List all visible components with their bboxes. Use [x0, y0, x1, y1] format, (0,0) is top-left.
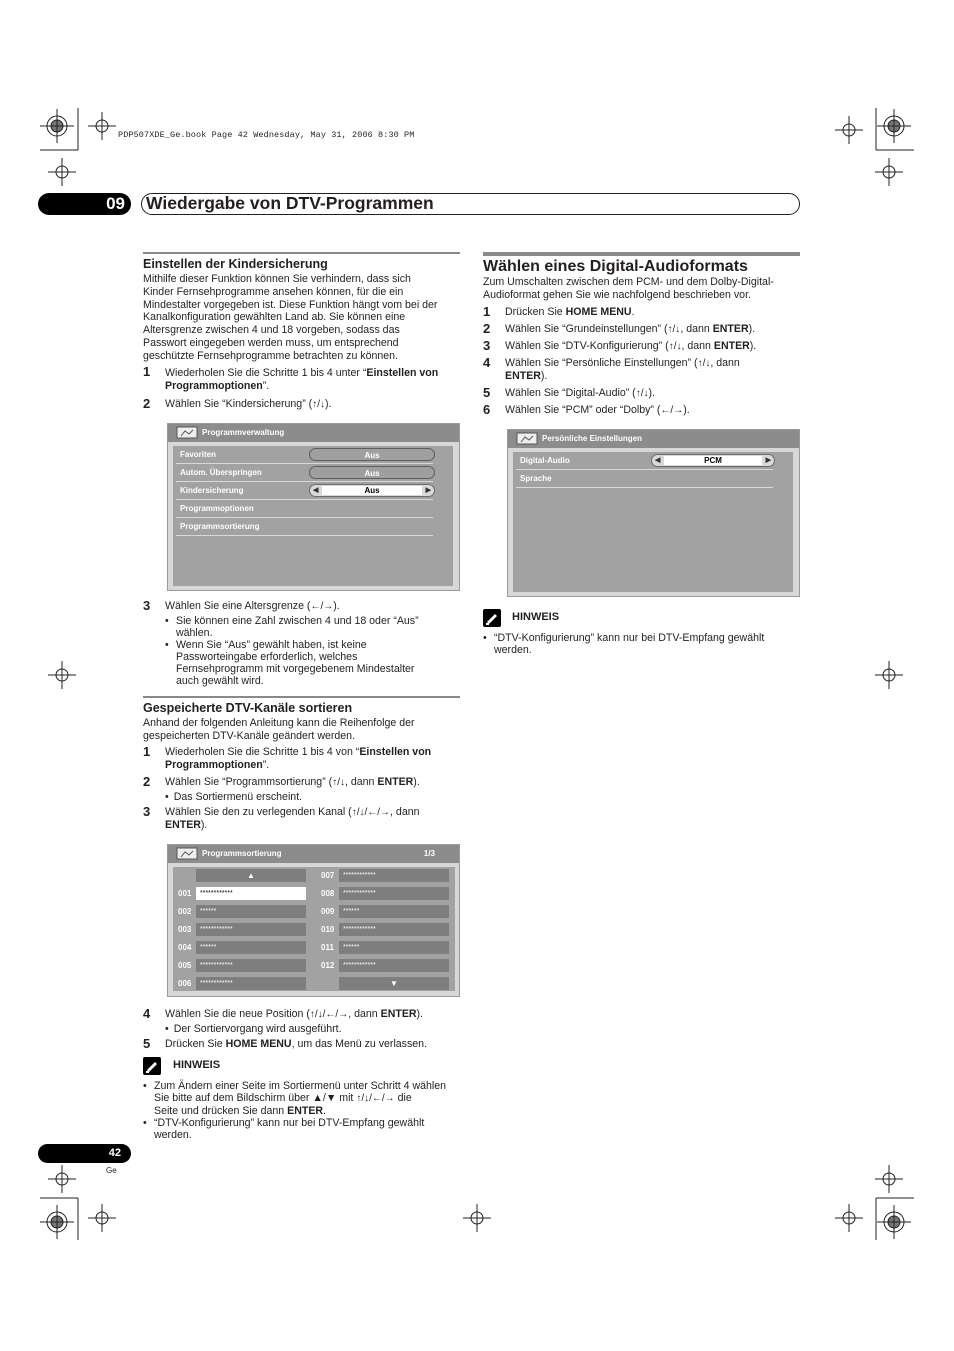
- osd-row-sprache: Sprache: [516, 470, 773, 488]
- channel-cell: ************: [339, 959, 449, 972]
- step-number: 6: [483, 402, 491, 417]
- osd-row-favoriten: Favoriten: [176, 446, 433, 464]
- section-heading-kindersicherung: Einstellen der Kindersicherung: [143, 257, 328, 271]
- channel-cell: ************: [339, 869, 449, 882]
- note-title: HINWEIS: [512, 611, 560, 623]
- step-number: 3: [143, 804, 151, 819]
- chapter-number: 09: [38, 193, 131, 215]
- step-number: 1: [143, 364, 151, 379]
- up-down-arrows-icon: ↑/↓: [635, 388, 649, 399]
- step-text: Wählen Sie “Kindersicherung” (↑/↓).: [165, 398, 332, 410]
- osd-persoenliche-einstellungen: [507, 429, 800, 597]
- value-pill: Aus: [309, 448, 435, 461]
- left-arrow-icon: ◀: [655, 457, 661, 464]
- channel-cell: ******: [196, 905, 306, 918]
- left-right-arrows-icon: ←/→: [310, 601, 334, 612]
- step-number: 3: [483, 338, 491, 353]
- section-rule: [143, 696, 460, 698]
- note-list: • Zum Ändern einer Seite im Sortiermenü unter Schritt 4 wählen Sie bitte auf dem Bildschirm über ▲/▼ mit ↑/↓/←/→ die Seite und drücken Sie dann ENTER. • “DTV-Konfigurierung” kann nur bei DTV-Empfang gewählt werden.: [143, 1080, 447, 1141]
- page-indicator: 1/3: [423, 849, 435, 858]
- four-arrows-icon: ↑/↓/←/→: [356, 1093, 395, 1104]
- step-text: Wählen Sie “Digital-Audio” (↑/↓).: [505, 387, 655, 399]
- left-right-arrows-icon: ←/→: [660, 405, 684, 416]
- osd-row-programmsortierung: Programmsortierung: [176, 518, 433, 536]
- note-title: HINWEIS: [173, 1059, 221, 1071]
- step-number: 1: [143, 744, 151, 759]
- note-list: • “DTV-Konfigurierung” kann nur bei DTV-Empfang gewählt werden.: [483, 632, 765, 656]
- step-number: 3: [143, 598, 151, 613]
- kindersicherung-intro: Mithilfe dieser Funktion können Sie verhindern, dass sich Kinder Fernsehprogramme ansehen können, für die ein Mindestalter vorgegeben ist. Diese Funktion hängt vom bei der Kanalkonfiguration gewählten Land ab. Sie können eine Altersgrenze zwischen 4 und 18 vorgeben, sodass das Passwort eingegeben werden muss, um entsprechend geschützte Fernsehprogramme betrachten zu können.: [143, 273, 438, 362]
- step-text: Drücken Sie HOME MENU, um das Menü zu verlassen.: [165, 1038, 428, 1050]
- page-number: 42: [38, 1144, 131, 1163]
- step-number: 5: [483, 385, 491, 400]
- step-text: Wählen Sie “Persönliche Einstellungen” (↑/↓, dann ENTER).: [505, 357, 740, 382]
- section-heading-digital-audio: Wählen eines Digital-Audioformats: [483, 258, 748, 275]
- step-text: Drücken Sie HOME MENU.: [505, 306, 635, 318]
- channel-cell: ******: [339, 905, 449, 918]
- osd-row-digital-audio: Digital-Audio: [516, 452, 773, 470]
- osd-title: Persönliche Einstellungen: [508, 430, 799, 448]
- tv-menu-icon: [176, 846, 198, 860]
- tv-menu-icon: [176, 425, 198, 439]
- section-rule: [143, 252, 460, 254]
- section-heading-sortieren: Gespeicherte DTV-Kanäle sortieren: [143, 701, 353, 715]
- note-icon: [143, 1057, 161, 1075]
- up-down-arrows-icon: ↑/↓: [332, 777, 345, 788]
- step-text: Wählen Sie eine Altersgrenze (←/→).: [165, 600, 340, 612]
- scroll-up-icon: ▲: [196, 869, 306, 882]
- value-selector: ◀ ▶ Aus: [309, 484, 435, 497]
- step-text: Wählen Sie “Programmsortierung” (↑/↓, dann ENTER).: [165, 776, 420, 788]
- channel-cell: ************: [196, 923, 306, 936]
- scroll-down-icon: ▼: [339, 977, 449, 990]
- step-text: Wählen Sie den zu verlegenden Kanal (↑/↓/←/→, dann ENTER).: [165, 806, 420, 831]
- sortieren-intro: Anhand der folgenden Anleitung kann die Reihenfolge der gespeicherten DTV-Kanäle geändert werden.: [143, 717, 415, 742]
- osd-title: Programmverwaltung: [168, 424, 459, 442]
- four-arrows-icon: ↑/↓/←/→: [351, 807, 391, 818]
- channel-cell: ************: [196, 959, 306, 972]
- bullet-list: • Sie können eine Zahl zwischen 4 und 18 oder “Aus” wählen. • Wenn Sie “Aus” gewählt haben, ist keine Passworteingabe erforderlich, welches Fernsehprogramm mit vorgegebenem Mindestalter auch gewählt wird.: [165, 615, 419, 687]
- osd-programmverwaltung: [167, 423, 460, 591]
- osd-programmsortierung: Programmsortierung 1/3 ▲ 001 ************ 002 ****** 003 ************ 004 ****** 005 ************ 006 ************ 007 ************ 008 ************ 009 ****** 010 ************ 011 ****** 012 ************ ▼: [167, 844, 460, 997]
- channel-cell: ************: [339, 923, 449, 936]
- step-number: 2: [483, 321, 491, 336]
- value-pill: Aus: [309, 466, 435, 479]
- up-down-arrows-icon: ↑/↓: [697, 358, 711, 369]
- right-arrow-icon: ▶: [765, 457, 771, 464]
- bullet-item: • Das Sortiermenü erscheint.: [165, 791, 303, 803]
- chapter-title: Wiedergabe von DTV-Programmen: [146, 193, 434, 213]
- step-number: 4: [483, 355, 491, 370]
- osd-row-autom-ueberspringen: Autom. Überspringen: [176, 464, 433, 482]
- channel-cell: ************: [339, 887, 449, 900]
- tv-menu-icon: [516, 431, 538, 445]
- digital-audio-intro: Zum Umschalten zwischen dem PCM- und dem Dolby-Digital- Audioformat gehen Sie wie nachfolgend beschrieben vor.: [483, 276, 774, 301]
- value-selector: ◀ ▶ PCM: [651, 454, 775, 467]
- step-text: Wählen Sie “PCM” oder “Dolby” (←/→).: [505, 404, 690, 416]
- note-icon: [483, 609, 501, 627]
- left-arrow-icon: ◀: [313, 487, 319, 494]
- bullet-item: • Der Sortiervorgang wird ausgeführt.: [165, 1023, 342, 1035]
- section-rule: [483, 252, 800, 256]
- up-down-arrows-icon: ↑/↓: [667, 324, 681, 335]
- step-text: Wiederholen Sie die Schritte 1 bis 4 unter “Einstellen von Programmoptionen”.: [165, 367, 439, 392]
- channel-cell: ******: [339, 941, 449, 954]
- channel-cell: ************: [196, 887, 306, 900]
- osd-row-programmoptionen: Programmoptionen: [176, 500, 433, 518]
- osd-title: Programmsortierung 1/3: [168, 845, 459, 863]
- up-down-arrows-icon: ↑/↓: [312, 399, 325, 410]
- step-number: 2: [143, 774, 151, 789]
- step-number: 4: [143, 1006, 151, 1021]
- step-text: Wiederholen Sie die Schritte 1 bis 4 von “Einstellen von Programmoptionen”.: [165, 746, 432, 771]
- step-text: Wählen Sie “Grundeinstellungen” (↑/↓, dann ENTER).: [505, 323, 756, 335]
- right-arrow-icon: ▶: [425, 487, 431, 494]
- step-number: 5: [143, 1036, 151, 1051]
- channel-cell: ******: [196, 941, 306, 954]
- step-number: 1: [483, 304, 491, 319]
- up-down-arrows-icon: ↑/↓: [668, 341, 682, 352]
- channel-cell: ************: [196, 977, 306, 990]
- language-code: Ge: [106, 1166, 117, 1175]
- step-number: 2: [143, 396, 151, 411]
- four-arrows-icon: ↑/↓/←/→: [309, 1009, 349, 1020]
- step-text: Wählen Sie “DTV-Konfigurierung” (↑/↓, dann ENTER).: [505, 340, 757, 352]
- book-info-line: PDP507XDE_Ge.book Page 42 Wednesday, May 31, 2006 8:30 PM: [118, 130, 415, 140]
- step-text: Wählen Sie die neue Position (↑/↓/←/→, dann ENTER).: [165, 1008, 424, 1020]
- osd-row-kindersicherung: Kindersicherung: [176, 482, 433, 500]
